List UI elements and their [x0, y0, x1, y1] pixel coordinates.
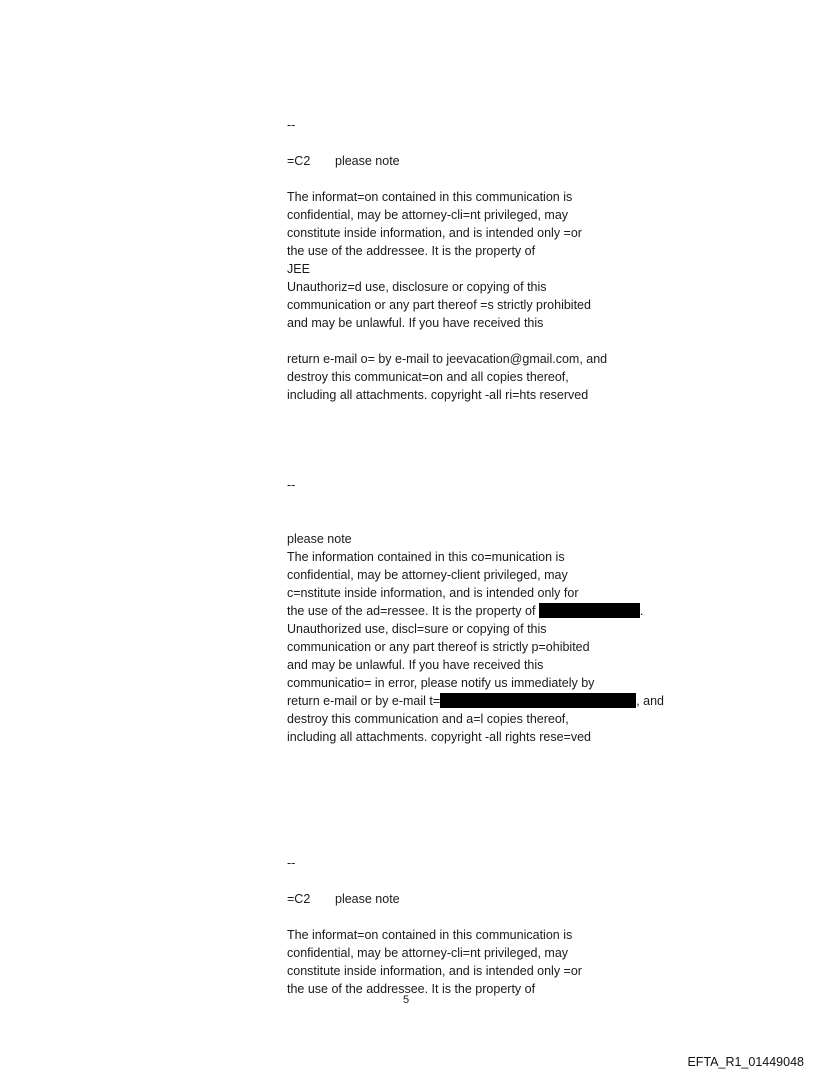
text-line [287, 602, 707, 620]
text-line: and may be unlawful. If you have received this [287, 316, 544, 330]
text-line: the use of the addressee. It is the property of [287, 244, 536, 258]
text-line: communication or any part thereof =s strictly prohibited [287, 298, 591, 312]
text-line: constitute inside information, and is intended only =or [287, 964, 582, 978]
line-prefix: the use of the ad=ressee. It is the property of [287, 604, 539, 618]
signature-heading [287, 890, 707, 908]
blank-line [287, 908, 707, 926]
blank-line [287, 404, 707, 422]
blank-line [287, 836, 707, 854]
blank-line [287, 782, 707, 800]
blank-line [287, 800, 707, 818]
text-line [287, 692, 707, 710]
redaction-block [440, 693, 636, 708]
text-line: constitute inside information, and is intended only =or [287, 226, 582, 240]
note-heading: please note [287, 532, 352, 546]
line-suffix: . [639, 604, 644, 618]
line-prefix: return e-mail or by e-mail t= [287, 694, 441, 708]
blank-line [287, 422, 707, 440]
text-line: the use of the addressee. It is the property of [287, 982, 536, 996]
blank-line [287, 170, 707, 188]
text-line: Unauthorized use, discl=sure or copying of this [287, 622, 547, 636]
separator: -- [287, 118, 296, 132]
text-line: The informat=on contained in this communication is [287, 928, 573, 942]
sig-text: please note [335, 892, 400, 906]
page-number: 5 [403, 994, 410, 1006]
blank-line [287, 440, 707, 458]
text-line: destroy this communication and a=l copies thereof, [287, 712, 569, 726]
text-line: communicatio= in error, please notify us immediately by [287, 676, 595, 690]
sig-text: please note [335, 154, 400, 168]
text-line: The information contained in this co=munication is [287, 550, 565, 564]
text-line: c=nstitute inside information, and is intended only for [287, 586, 579, 600]
separator: -- [287, 478, 296, 492]
text-line: The informat=on contained in this communication is [287, 190, 573, 204]
separator: -- [287, 856, 296, 870]
text-line: and may be unlawful. If you have received this [287, 658, 544, 672]
text-line: including all attachments. copyright -all ri=hts reserved [287, 388, 589, 402]
blank-line [287, 746, 707, 764]
text-line: destroy this communicat=on and all copies thereof, [287, 370, 569, 384]
text-line: confidential, may be attorney-cli=nt privileged, may [287, 946, 569, 960]
text-line: communication or any part thereof is strictly p=ohibited [287, 640, 590, 654]
redaction-block [539, 603, 640, 618]
blank-line [287, 458, 707, 476]
text-line: including all attachments. copyright -all rights rese=ved [287, 730, 591, 744]
blank-line [287, 764, 707, 782]
text-line: confidential, may be attorney-client privileged, may [287, 568, 568, 582]
blank-line [287, 818, 707, 836]
sig-prefix: =C2 [287, 154, 311, 168]
line-suffix: , and [636, 694, 664, 708]
document-id: EFTA_R1_01449048 [687, 1055, 804, 1069]
text-line: JEE [287, 262, 310, 276]
blank-line [287, 134, 707, 152]
text-line: return e-mail o= by e-mail to jeevacation@gmail.com, and [287, 352, 608, 366]
blank-line [287, 332, 707, 350]
blank-line [287, 872, 707, 890]
blank-line [287, 512, 707, 530]
text-line: Unauthoriz=d use, disclosure or copying of this [287, 280, 547, 294]
signature-heading [287, 152, 707, 170]
sig-prefix: =C2 [287, 892, 311, 906]
blank-line [287, 494, 707, 512]
email-body [287, 116, 707, 998]
text-line: confidential, may be attorney-cli=nt privileged, may [287, 208, 569, 222]
